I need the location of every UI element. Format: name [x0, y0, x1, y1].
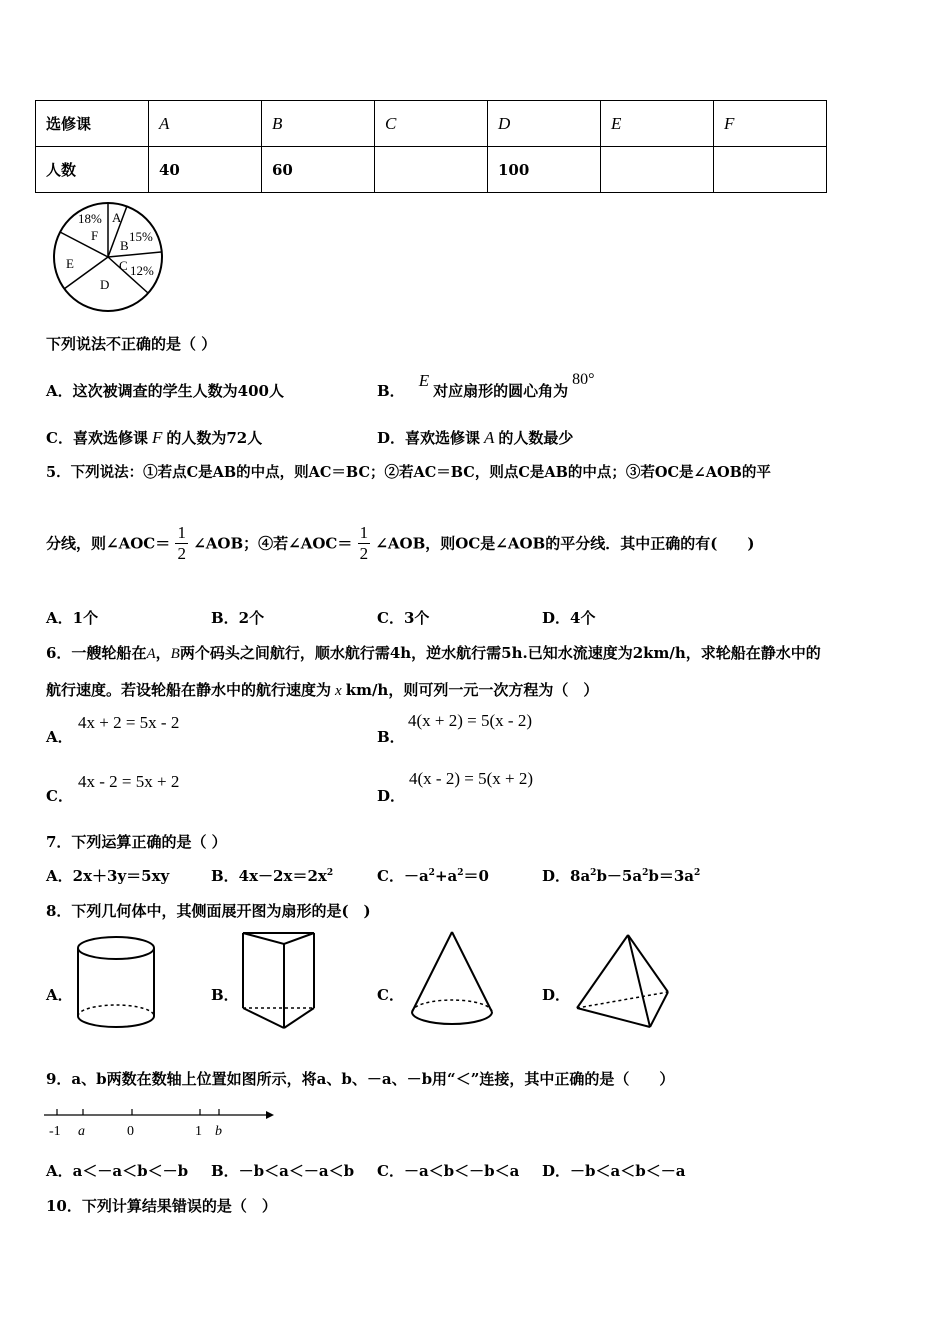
q7-option-c	[377, 865, 489, 886]
q6-option-c-label: C．	[46, 787, 73, 805]
option-text: b＝3a	[648, 867, 695, 885]
fraction-numerator: 1	[359, 523, 369, 542]
table-cell: 40	[149, 147, 262, 193]
superscript: 2	[642, 868, 649, 878]
var-a: A	[484, 428, 495, 447]
option-text: C．－a	[377, 867, 429, 885]
option-text: C．喜欢选修课	[46, 429, 148, 447]
option-text: +a	[434, 867, 458, 885]
prism-figure	[238, 928, 320, 1034]
q6-option-a-equation: 4x + 2 = 5x - 2	[78, 713, 180, 732]
var-f: F	[151, 428, 163, 447]
q5-line2	[46, 523, 754, 564]
table-header-cell: A	[149, 101, 262, 147]
pie-percent-c: 12%	[130, 263, 154, 278]
q5-option-a: A．1个	[46, 609, 99, 627]
q6-line1	[46, 642, 821, 663]
pie-percent-f: 18%	[78, 211, 102, 226]
q8-option-d-label: D．	[542, 986, 571, 1004]
table-header-cell: D	[488, 101, 601, 147]
tick-label: 0	[127, 1124, 134, 1139]
q9-option-a: A．a＜－a＜b＜－b	[46, 1162, 189, 1180]
q5-text: 分线，则∠AOC＝	[46, 534, 171, 553]
table-cell: 100	[488, 147, 601, 193]
q4-option-d	[377, 427, 573, 448]
q6-line2	[46, 679, 598, 700]
course-table	[35, 100, 827, 193]
pie-label-d: D	[100, 277, 110, 292]
q6-text: ，	[155, 644, 171, 662]
option-text: 的人数为72人	[166, 429, 263, 447]
table-row	[36, 147, 827, 193]
number-line-figure	[40, 1105, 275, 1141]
table-cell: 人数	[36, 147, 149, 193]
q6-option-c-equation: 4x - 2 = 5x + 2	[78, 772, 180, 791]
q10-stem: 10．下列计算结果错误的是（ ）	[46, 1197, 277, 1215]
q8-stem: 8．下列几何体中，其侧面展开图为扇形的是( )	[46, 902, 371, 920]
fraction-half	[358, 523, 371, 564]
pie-figure	[48, 200, 168, 316]
q6-text: 两个码头之间航行，顺水航行需4h，逆水航行需5h.已知水流速度为2km/h，求轮船在静水中的	[179, 644, 821, 662]
q4-option-a: A．这次被调查的学生人数为400人	[46, 382, 284, 400]
table-cell	[601, 147, 714, 193]
superscript: 2	[326, 868, 334, 878]
q5-option-b: B．2个	[211, 609, 265, 627]
table-header-row	[36, 101, 827, 147]
option-text: B．4x－2x＝2x	[211, 867, 327, 885]
q4-option-b	[377, 371, 595, 401]
superscript: 2	[590, 868, 597, 878]
q9-option-b: B．－b＜a＜－a＜b	[211, 1162, 355, 1180]
var-e: E	[418, 371, 430, 390]
superscript: 2	[694, 868, 701, 878]
table-header-cell: C	[375, 101, 488, 147]
table-cell	[714, 147, 827, 193]
fraction-denominator: 2	[359, 544, 369, 563]
table-cell	[375, 147, 488, 193]
q6-option-a-label: A．	[46, 728, 73, 746]
fraction-numerator: 1	[177, 523, 186, 542]
q7-option-b	[211, 865, 333, 886]
tick-label: -1	[49, 1124, 61, 1139]
q5-text: ∠AOB，则OC是∠AOB的平分线．其中正确的有( )	[375, 534, 755, 553]
q9-stem: 9．a、b两数在数轴上位置如图所示，将a、b、－a、－b用“＜”连接，其中正确的是（ ）	[46, 1070, 675, 1088]
pie-divider	[60, 232, 108, 257]
superscript: 2	[428, 868, 435, 878]
option-text: 对应扇形的圆心角为	[433, 382, 569, 400]
fraction-denominator: 2	[177, 544, 186, 563]
q6-text: 6．一艘轮船在	[46, 644, 147, 662]
table-cell: 60	[262, 147, 375, 193]
q7-option-a: A．2x＋3y＝5xy	[46, 867, 170, 885]
q4-option-c	[46, 427, 262, 448]
pie-label-f: F	[91, 228, 99, 243]
option-label: B．	[377, 382, 405, 400]
tick-label: 1	[195, 1124, 202, 1139]
q5-option-d: D．4个	[542, 609, 596, 627]
q6-option-b-label: B．	[377, 728, 405, 746]
table-header-cell: 选修课	[36, 101, 149, 147]
var-a: A	[146, 646, 156, 662]
option-text: ＝0	[463, 867, 489, 885]
pie-label-e: E	[66, 256, 74, 271]
q5-line1: 5．下列说法：①若点C是AB的中点，则AC＝BC；②若AC＝BC，则点C是AB的中点；③若OC是∠AOB的平	[46, 464, 771, 481]
table-header-cell: E	[601, 101, 714, 147]
q9-option-d: D．－b＜a＜b＜－a	[542, 1162, 686, 1180]
pie-label-a: A	[112, 210, 122, 225]
option-text: 的人数最少	[498, 429, 574, 447]
q5-text: ∠AOB；④若∠AOC＝	[193, 534, 353, 553]
q7-option-d	[542, 865, 700, 886]
arrow-icon	[266, 1111, 274, 1119]
var-x: x	[335, 683, 342, 699]
option-text: D．8a	[542, 867, 591, 885]
q6-option-d-label: D．	[377, 787, 406, 805]
tick-label: b	[215, 1124, 222, 1139]
pie-divider	[108, 252, 161, 257]
pie-percent-b: 15%	[129, 229, 153, 244]
q4-stem: 下列说法不正确的是（ ）	[46, 335, 217, 353]
q6-text: 航行速度。若设轮船在静水中的航行速度为	[46, 681, 332, 699]
option-text: D．喜欢选修课	[377, 429, 481, 447]
option-text: b－5a	[596, 867, 643, 885]
tick-label: a	[78, 1124, 85, 1139]
pyramid-figure	[572, 930, 674, 1032]
q8-option-c-label: C．	[377, 986, 404, 1004]
q6-option-b-equation: 4(x + 2) = 5(x - 2)	[408, 711, 532, 730]
q6-option-d-equation: 4(x - 2) = 5(x + 2)	[409, 769, 533, 788]
q8-option-a-label: A．	[46, 986, 73, 1004]
pie-label-c: C	[119, 258, 128, 273]
superscript: 2	[457, 868, 464, 878]
q6-text: km/h，则可列一元一次方程为（ ）	[345, 681, 599, 699]
cylinder-figure	[74, 932, 160, 1032]
pie-label-b: B	[120, 238, 129, 253]
q8-option-b-label: B．	[211, 986, 239, 1004]
table-header-cell: B	[262, 101, 375, 147]
cone-figure	[404, 928, 498, 1030]
fraction-half	[175, 523, 188, 564]
q9-option-c: C．－a＜b＜－b＜a	[377, 1162, 520, 1180]
angle-value: 80°	[572, 371, 595, 388]
var-b: B	[170, 646, 180, 662]
table-header-cell: F	[714, 101, 827, 147]
q7-stem: 7．下列运算正确的是（ ）	[46, 833, 227, 851]
q5-option-c: C．3个	[377, 609, 430, 627]
